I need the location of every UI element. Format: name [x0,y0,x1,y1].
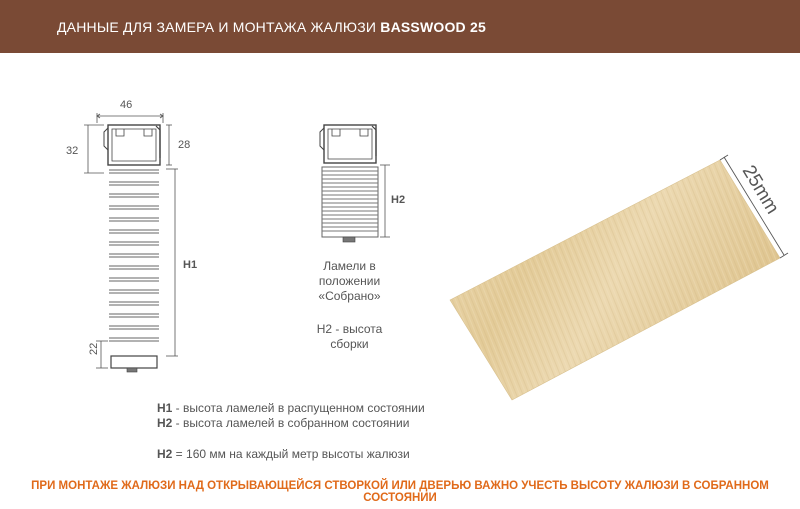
slat-width-label: 25mm [737,161,783,218]
left-bottom-label: 22 [88,342,100,355]
middle-blind-drawing [320,125,390,242]
legend-h2-key: H2 [157,416,173,430]
stack-caption: Ламели в положении «Собрано» [318,259,381,303]
left-height-label: 32 [66,145,79,157]
middle-cornice [320,125,376,163]
left-slats [109,170,159,341]
left-bottom-rail [111,356,157,372]
legend-h1-key: H1 [157,401,173,415]
middle-slat-stack [322,167,378,242]
middle-h2-label: H2 [391,194,406,206]
title-prefix: ДАННЫЕ ДЛЯ ЗАМЕРА И МОНТАЖА ЖАЛЮЗИ [57,19,381,35]
legend-h2 [157,416,409,430]
title-brand: BASSWOOD 25 [380,19,486,35]
middle-dimension [380,165,390,237]
left-cornice [104,125,160,165]
wood-slat-sample [450,155,788,400]
legend-h2-rule [157,447,410,461]
legend-h1-text: - высота ламелей в распущенном состоянии [172,401,425,415]
legend-h2-rule-text: = 160 мм на каждый метр высоты жалюзи [172,447,410,461]
h2-note: H2 - высота сборки [316,322,383,351]
left-width-label: 46 [120,99,133,111]
left-cornice-label: 28 [178,139,191,151]
left-blind-drawing [84,113,178,372]
legend-h2-rule-key: H2 [157,447,173,461]
left-h1-label: H1 [183,259,198,271]
footer-warning: ПРИ МОНТАЖЕ ЖАЛЮЗИ НАД ОТКРЫВАЮЩЕЙСЯ СТВОРКОЙ ИЛИ ДВЕРЬЮ ВАЖНО УЧЕСТЬ ВЫСОТУ ЖАЛЮЗИ В СОБРАННОМ СОСТОЯНИИ [31,480,769,504]
legend-h1 [157,401,425,415]
legend-h2-text: - высота ламелей в собранном состоянии [172,416,410,430]
